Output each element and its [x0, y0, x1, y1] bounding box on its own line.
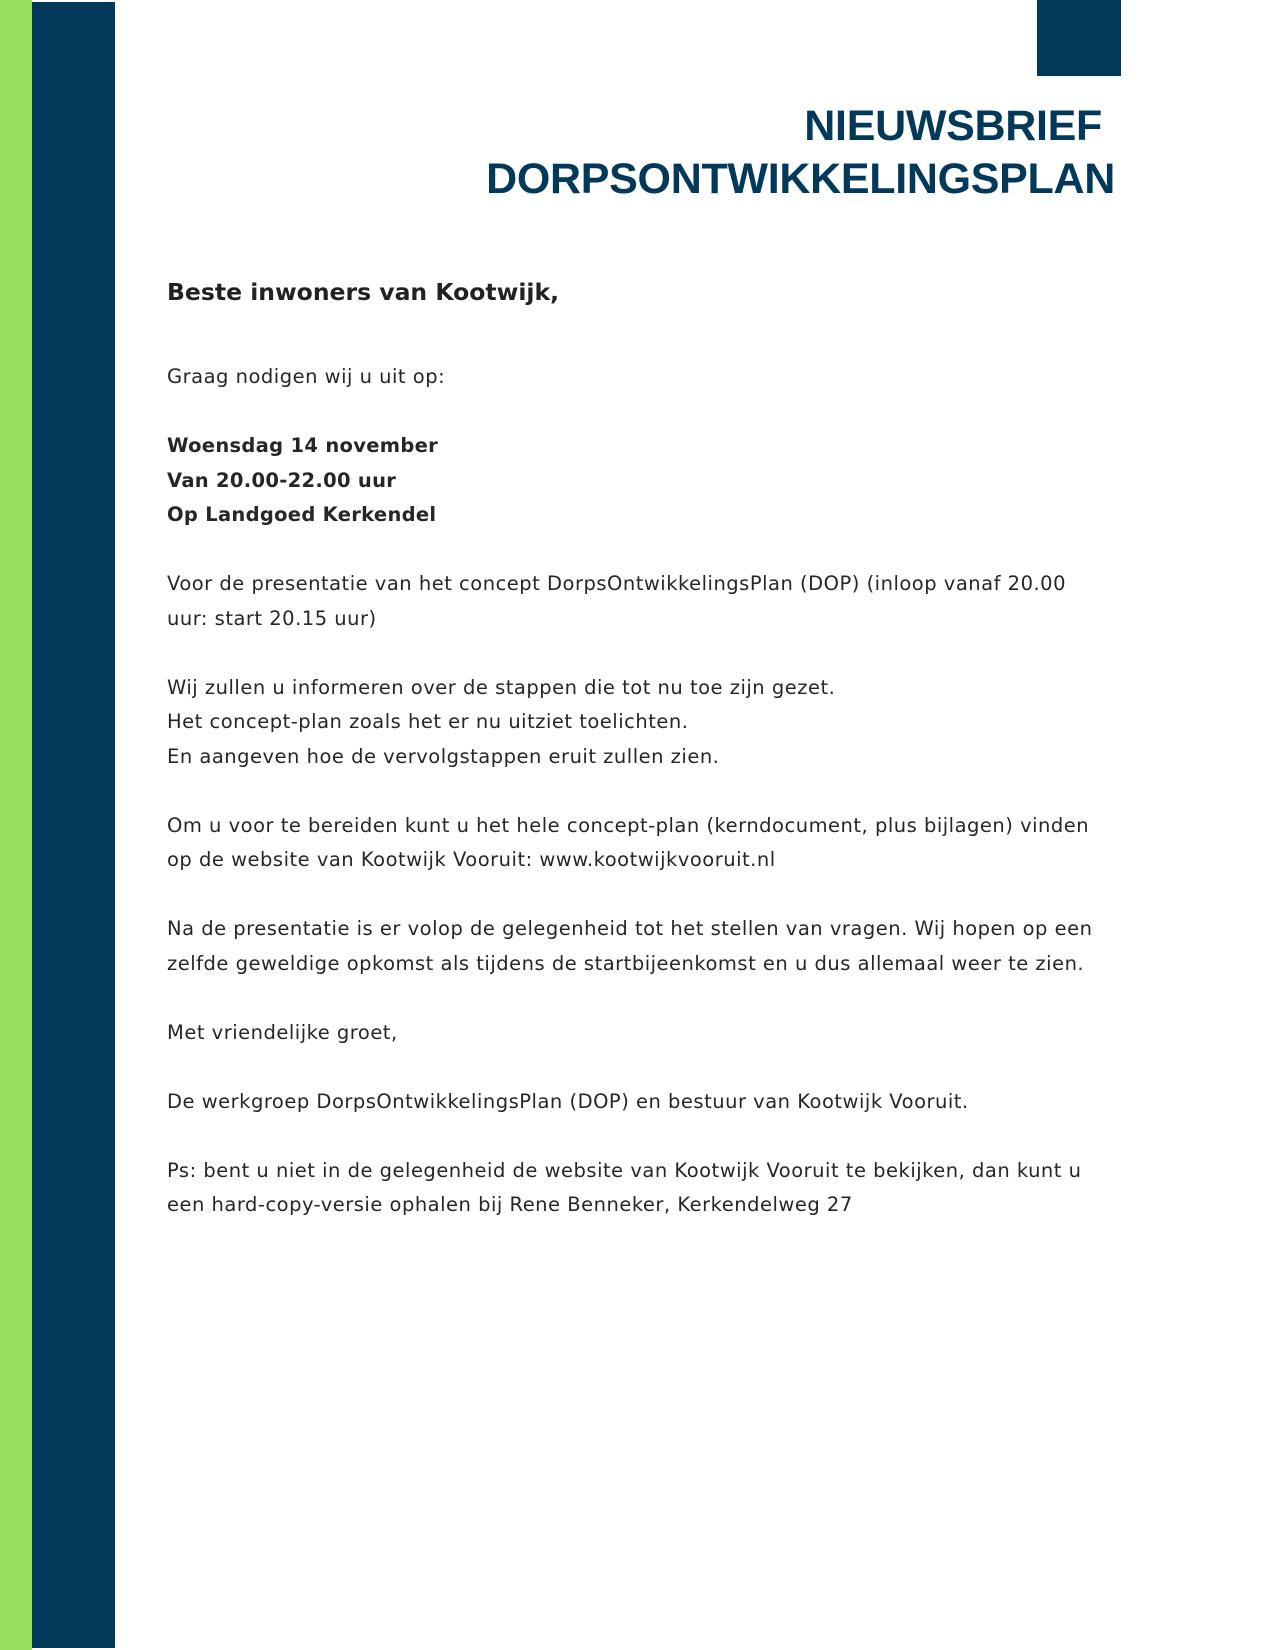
invite-text: Graag nodigen wij u uit op: [167, 365, 446, 388]
inform-line: En aangeven hoe de vervolgstappen eruit zullen zien. [167, 744, 720, 768]
accent-stripe-green [0, 0, 32, 1650]
corner-block [1037, 0, 1121, 76]
prepare-line: Om u voor te bereiden kunt u het hele concept-plan (kerndocument, plus bijlagen) vinden [167, 813, 1090, 837]
event-details [167, 429, 1102, 533]
prepare-paragraph [167, 809, 1102, 878]
presentation-line: uur: start 20.15 uur) [167, 606, 377, 630]
letter-body [167, 360, 1102, 1257]
inform-paragraph [167, 671, 1102, 775]
event-location: Op Landgoed Kerkendel [167, 503, 437, 526]
accent-stripe-navy [32, 2, 115, 1648]
newsletter-title [486, 100, 1115, 206]
closing-text: Met vriendelijke groet, [167, 1020, 398, 1044]
presentation-paragraph [167, 567, 1102, 636]
greeting: Beste inwoners van Kootwijk, [167, 278, 560, 306]
title-line-1: NIEUWSBRIEF [804, 102, 1102, 150]
event-time: Van 20.00-22.00 uur [167, 468, 397, 492]
event-date: Woensdag 14 november [167, 434, 439, 457]
inform-line: Het concept-plan zoals het er nu uitziet toelichten. [167, 710, 689, 733]
questions-paragraph [167, 912, 1102, 981]
title-line-2: DORPSONTWIKKELINGSPLAN [486, 155, 1115, 203]
ps-line: een hard-copy-versie ophalen bij Rene Benneker, Kerkendelweg 27 [167, 1193, 853, 1216]
inform-line: Wij zullen u informeren over de stappen die tot nu toe zijn gezet. [167, 675, 836, 699]
questions-line: Na de presentatie is er volop de gelegenheid tot het stellen van vragen. Wij hopen op een [167, 917, 1093, 940]
signature-text: De werkgroep DorpsOntwikkelingsPlan (DOP) en bestuur van Kootwijk Vooruit. [167, 1089, 969, 1113]
prepare-line: op de website van Kootwijk Vooruit: www.kootwijkvooruit.nl [167, 848, 776, 871]
questions-line: zelfde geweldige opkomst als tijdens de startbijeenkomst en u dus allemaal weer te zien. [167, 951, 1085, 975]
ps-line: Ps: bent u niet in de gelegenheid de website van Kootwijk Vooruit te bekijken, dan kunt u [167, 1158, 1082, 1182]
ps-paragraph [167, 1154, 1102, 1223]
presentation-line: Voor de presentatie van het concept DorpsOntwikkelingsPlan (DOP) (inloop vanaf 20.00 [167, 572, 1066, 595]
